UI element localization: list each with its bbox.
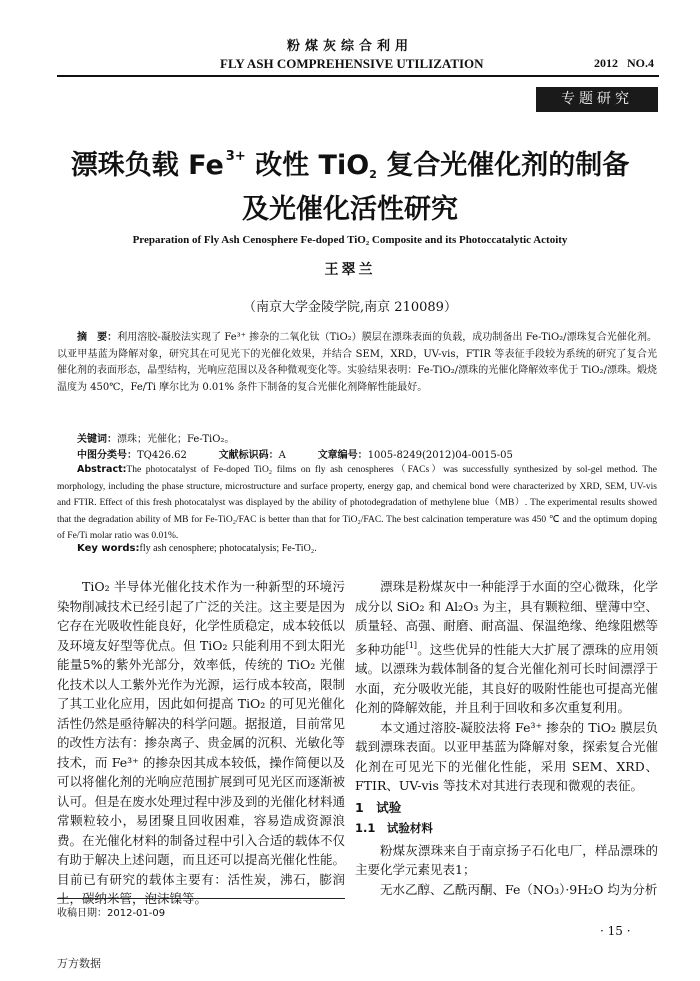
subsection-heading: 1.1 试验材料 — [355, 821, 433, 835]
abstract-cn-label: 摘 要： — [77, 332, 118, 343]
title-part-c: 复合光催化剂的制备 — [376, 150, 630, 181]
keywords-en-label: Key words: — [77, 543, 140, 554]
classification-line — [77, 446, 513, 461]
body-column-right — [355, 577, 658, 899]
abstract-en — [57, 462, 657, 545]
abstract-en-label: Abstract: — [77, 464, 127, 475]
doc-code-label: 文献标识码： — [218, 450, 279, 461]
title-part-a: 漂珠负载 Fe — [70, 150, 224, 181]
abstract-cn-text: 利用溶胶-凝胶法实现了 Fe³⁺ 掺杂的二氧化钛（TiO₂）膜层在漂珠表面的负载，成功制备出 Fe-TiO₂/漂珠复合光催化剂。以亚甲基蓝为降解对象，研究其在可见光下的光催化效果，并结合 SEM，XRD，UV-vis，FTIR 等表征手段较为系统的研究了复合光催化剂的表面形态，晶型结构，光响应范围以及各种微观变化等。实验结果表明：Fe-TiO₂/漂珠的光催化降解效率优于 TiO₂/漂珠。煅烧温度为 450℃，Fe/Ti 摩尔比为 0.01% 条件下制备的复合光催化剂降解性能最好。 — [57, 332, 657, 393]
clc-label: 中图分类号： — [77, 450, 137, 461]
body-paragraph-1-text-cont: 。这些优异的性能大大扩展了漂珠的应用领域。以漂珠为载体制备的复合光催化剂可长时间漂浮于水面，充分吸收光能，其良好的吸附性能也可提高光催化剂的降解效能，并且利于回收和多次重复利用。 — [355, 641, 658, 715]
keywords-cn-text: 漂珠；光催化；Fe-TiO₂。 — [117, 434, 235, 445]
footnote-rule — [57, 898, 345, 899]
received-date: 收稿日期：2012-01-09 — [57, 908, 166, 919]
article-number-label: 文章编号： — [317, 450, 368, 461]
section-tag: 专题研究 — [536, 87, 658, 112]
keywords-en-text: fly ash cenosphere; photocatalysis; Fe-TiO₂. — [139, 543, 317, 554]
body-paragraph-2: 本文通过溶胶-凝胶法将 Fe³⁺ 掺杂的 TiO₂ 膜层负载到漂珠表面。以亚甲基蓝为降解对象，探索复合光催化剂在可见光下的光催化性能，采用 SEM、XRD、FTIR、UV-vis 等技术对其进行表现和微观的表征。 — [355, 719, 658, 793]
body-column-left — [57, 577, 345, 909]
title-superscript: 3+ — [225, 149, 246, 164]
body-paragraph-1 — [355, 577, 658, 718]
keywords-cn-label: 关键词： — [77, 434, 117, 445]
body-paragraph-3: 粉煤灰漂珠来自于南京扬子石化电厂，样品漂珠的主要化学元素见表1； — [355, 842, 658, 877]
page-number: · 15 · — [600, 924, 631, 938]
keywords-cn — [77, 430, 234, 445]
citation-ref: [1] — [405, 640, 418, 650]
title-subscript: 2 — [369, 168, 377, 181]
journal-name-en: FLY ASH COMPREHENSIVE UTILIZATION — [220, 56, 484, 71]
paper-title-line2: 及光催化活性研究 — [242, 194, 458, 225]
paper-title-en: Preparation of Fly Ash Cenosphere Fe-doped TiO₂ Composite and its Photoccatalytic Actoity — [132, 234, 568, 246]
title-part-b: 改性 TiO — [245, 150, 370, 181]
abstract-cn — [57, 330, 657, 396]
abstract-en-text: The photocatalyst of Fe-doped TiO₂ films on fly ash cenospheres（FACs）was successfully synthesized by sol-gel method. The morphology, including the phase structure, microstructure and surface property, energy gap, and chemical bond were characterized by XRD, SEM, UV-vis and FTIR. Effect of this fresh photocatalyst was displayed by the ability of photodegradation of methylene blue（MB）. The experimental results showed that the degradation ability of MB for Fe-TiO₂/FAC is better than that for TiO₂/FAC. The best calcination temperature was 450 ℃ and the optimum doping of Fe/Ti molar ratio was 0.01%. — [57, 465, 657, 541]
section-heading: 1 试验 — [355, 799, 402, 815]
body-paragraph-1-text: 漂珠是粉煤灰中一种能浮于水面的空心微珠，化学成分以 SiO₂ 和 Al₂O₃ 为主，具有颗粒细、壁薄中空、质量轻、高强、耐磨、耐高温、保温绝缘、绝缘阻燃等多种功能 — [355, 579, 658, 657]
body-paragraph: TiO₂ 半导体光催化技术作为一种新型的环境污染物削减技术已经引起了广泛的关注。这主要是因为它存在光吸收性能良好，化学性质稳定，成本较低以及环境友好型等优点。但 TiO₂ 只能利用不到太阳光能量5%的紫外光部分，效率低，传统的 TiO₂ 光催化技术以人工紫外光作为光源，运行成本较高，限制了其工业化应用，因此如何提高 TiO₂ 的可见光催化活性仍然是亟待解决的科学问题。据报道，目前常见的改性方法有：掺杂离子、贵金属的沉积、光敏化等技术，而 Fe³⁺ 的掺杂因其成本较低，操作简便以及可以将催化剂的光响应范围扩展到可见光区而逐渐被认可。但是在废水处理过程中涉及到的光催化材料通常颗粒较小，易团聚且回收困难，容易造成资源浪费。在光催化材料的制备过程中引入合适的载体不仅有助于解决上述问题，而且还可以提高光催化性能。目前已有研究的载体主要有：活性炭，沸石，膨润土，碳纳米管，泡沫镍等。 — [57, 579, 345, 906]
body-paragraph-4: 无水乙醇、乙酰丙酮、Fe（NO₃）·9H₂O 均为分析 — [380, 881, 658, 897]
author: 王翠兰 — [324, 262, 376, 278]
journal-name-cn: 粉煤灰综合利用 — [286, 39, 413, 54]
affiliation: （南京大学金陵学院,南京 210089） — [243, 300, 457, 315]
article-number-value: 1005-8249(2012)04-0015-05 — [367, 450, 513, 461]
paper-title-line1 — [0, 143, 700, 182]
clc-value: TQ426.62 — [137, 450, 187, 461]
issue-number: 2012 NO.4 — [594, 56, 654, 70]
watermark-text: 万方数据 — [57, 957, 101, 970]
header-rule — [57, 75, 659, 77]
doc-code-value: A — [278, 450, 286, 461]
keywords-en — [77, 543, 317, 554]
